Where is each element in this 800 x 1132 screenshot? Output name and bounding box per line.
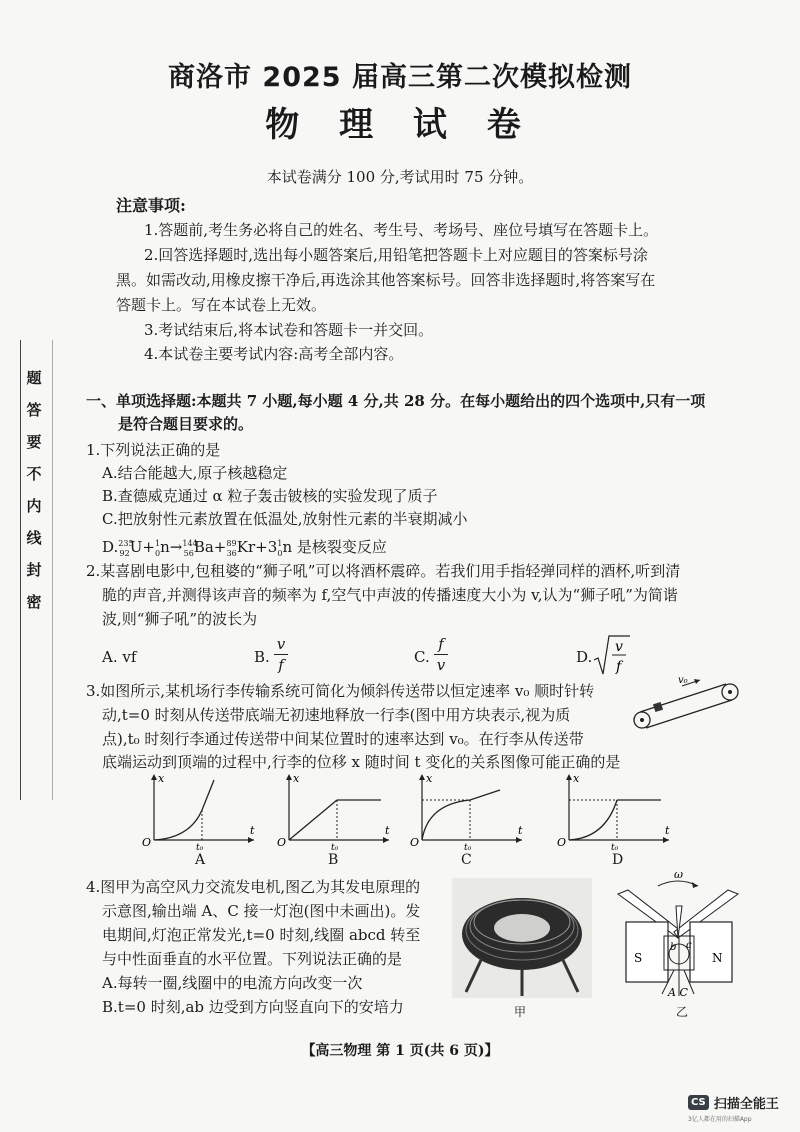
svg-text:t: t bbox=[665, 824, 670, 837]
graph-b-label: B bbox=[328, 852, 339, 868]
q2-c-num: f bbox=[434, 634, 448, 655]
svg-text:A C: A C bbox=[668, 986, 688, 999]
svg-text:O: O bbox=[142, 836, 152, 849]
note-2-line1: 2.回答选择题时,选出每小题答案后,用铅笔把答题卡上对应题目的答案标号涂 bbox=[144, 246, 648, 264]
svg-text:t: t bbox=[518, 824, 523, 837]
svg-text:t₀: t₀ bbox=[611, 843, 619, 850]
svg-text:x: x bbox=[158, 772, 165, 785]
q2-line1: 2.某喜剧电影中,包租婆的“狮子吼”可以将酒杯震碎。若我们用手指轻弹同样的酒杯,听到清 bbox=[86, 562, 681, 580]
exam-title: 商洛市 2025 届高三第二次模拟检测 bbox=[168, 62, 632, 93]
svg-text:ω: ω bbox=[674, 868, 683, 881]
q2-option-a: A. vf bbox=[102, 648, 137, 666]
side-notice bbox=[22, 362, 46, 618]
q2-c-label: C. bbox=[414, 648, 430, 666]
generator-schematic bbox=[598, 866, 758, 1016]
binding-line-inner bbox=[52, 340, 53, 800]
side-char: 线 bbox=[26, 529, 42, 547]
svg-text:N: N bbox=[712, 951, 723, 965]
graph-b bbox=[275, 770, 395, 850]
brand-tagline: 3亿人都在用的扫描App bbox=[688, 1116, 752, 1123]
q2-option-d bbox=[576, 632, 636, 678]
q1-option-d bbox=[102, 533, 387, 564]
q2-b-label: B. bbox=[254, 648, 270, 666]
svg-text:O: O bbox=[277, 836, 287, 849]
q2-line3: 波,则“狮子吼”的波长为 bbox=[102, 610, 258, 628]
q1-d-prefix: D. bbox=[102, 538, 119, 556]
svg-text:O: O bbox=[557, 836, 567, 849]
svg-text:t₀: t₀ bbox=[331, 843, 339, 850]
q2-c-den: v bbox=[436, 656, 446, 674]
q2-b-num: v bbox=[274, 634, 288, 655]
figure-yi-label: 乙 bbox=[676, 1005, 689, 1019]
graph-d bbox=[555, 770, 675, 850]
exam-subject: 物 理 试 卷 bbox=[265, 105, 535, 145]
q1-d-suffix: 是核裂变反应 bbox=[292, 538, 387, 556]
svg-text:v: v bbox=[615, 639, 623, 655]
q1-stem: 1.下列说法正确的是 bbox=[86, 441, 221, 459]
sqrt-sign-icon bbox=[592, 632, 632, 678]
svg-text:t: t bbox=[250, 824, 255, 837]
side-char: 不 bbox=[26, 465, 42, 483]
figure-jia-label: 甲 bbox=[514, 1005, 527, 1019]
q3-line4: 底端运动到顶端的过程中,行李的位移 x 随时间 t 变化的关系图像可能正确的是 bbox=[102, 753, 621, 771]
svg-text:c: c bbox=[686, 940, 692, 951]
q4-line4: 与中性面垂直的水平位置。下列说法正确的是 bbox=[102, 950, 403, 968]
q2-b-den: f bbox=[278, 656, 284, 674]
q4-option-b: B.t=0 时刻,ab 边受到方向竖直向下的安培力 bbox=[102, 998, 404, 1016]
side-char: 密 bbox=[26, 593, 42, 611]
graph-c-label: C bbox=[461, 852, 472, 868]
brand-name: 扫描全能王 bbox=[713, 1097, 779, 1112]
note-3: 3.考试结束后,将本试卷和答题卡一并交回。 bbox=[144, 321, 434, 339]
note-4: 4.本试卷主要考试内容:高考全部内容。 bbox=[144, 345, 404, 363]
q1-option-c: C.把放射性元素放置在低温处,放射性元素的半衰期减小 bbox=[102, 510, 468, 528]
side-char: 题 bbox=[26, 369, 42, 387]
generator-photo bbox=[452, 878, 592, 998]
svg-text:x: x bbox=[573, 772, 580, 785]
binding-line bbox=[20, 340, 21, 800]
side-char: 封 bbox=[26, 561, 42, 579]
svg-text:f: f bbox=[616, 659, 622, 675]
note-2-line2: 黑。如需改动,用橡皮擦干净后,再选涂其他答案标号。回答非选择题时,将答案写在 bbox=[116, 271, 656, 289]
scanner-watermark bbox=[688, 1092, 798, 1123]
q3-line1: 3.如图所示,某机场行李传输系统可简化为倾斜传送带以恒定速率 v₀ 顺时针转 bbox=[86, 682, 595, 700]
notes-heading: 注意事项: bbox=[116, 196, 186, 215]
note-2-line3: 答题卡上。写在本试卷上无效。 bbox=[116, 296, 327, 314]
section-1-header: 一、单项选择题:本题共 7 小题,每小题 4 分,共 28 分。在每小题给出的四个选项中,只有一项 bbox=[86, 392, 706, 410]
svg-text:x: x bbox=[293, 772, 300, 785]
exam-intro: 本试卷满分 100 分,考试用时 75 分钟。 bbox=[266, 168, 534, 186]
svg-text:t: t bbox=[385, 824, 390, 837]
q1-option-b: B.查德威克通过 α 粒子轰击铍核的实验发现了质子 bbox=[102, 487, 438, 505]
graph-a bbox=[140, 770, 260, 850]
q3-line3: 点),t₀ 时刻行李通过传送带中间某位置时的速率达到 v₀。在行李从传送带 bbox=[102, 730, 584, 748]
graph-c bbox=[408, 770, 528, 850]
q3-line2: 动,t=0 时刻从传送带底端无初速地释放一行李(图中用方块表示,视为质 bbox=[102, 706, 571, 724]
q4-line1: 4.图甲为高空风力交流发电机,图乙为其发电原理的 bbox=[86, 878, 421, 896]
conveyor-belt-figure bbox=[628, 672, 748, 742]
cs-logo-icon: CS bbox=[688, 1095, 709, 1110]
page-footer: 【高三物理 第 1 页(共 6 页)】 bbox=[301, 1043, 499, 1059]
q4-option-a: A.每转一圈,线圈中的电流方向改变一次 bbox=[102, 974, 363, 992]
side-char: 内 bbox=[26, 497, 42, 515]
q1-option-a: A.结合能越大,原子核越稳定 bbox=[102, 464, 288, 482]
svg-text:t₀: t₀ bbox=[196, 843, 204, 850]
svg-text:S: S bbox=[634, 951, 643, 965]
svg-text:O: O bbox=[410, 836, 420, 849]
svg-text:b: b bbox=[670, 942, 677, 953]
q4-line2: 示意图,输出端 A、C 接一灯泡(图中未画出)。发 bbox=[102, 902, 421, 920]
section-1-header-cont: 是符合题目要求的。 bbox=[118, 415, 254, 433]
note-1: 1.答题前,考生务必将自己的姓名、考生号、考场号、座位号填写在答题卡上。 bbox=[144, 221, 659, 239]
q4-line3: 电期间,灯泡正常发光,t=0 时刻,线圈 abcd 转至 bbox=[102, 926, 421, 944]
side-char: 答 bbox=[26, 401, 42, 419]
q1-d-equation: $^{235}_{92}U+^1_0n\to^{144}_{56}Ba+^{89}_{36}Kr+3^1_0n$ bbox=[118, 538, 293, 558]
belt-speed-label: v₀ bbox=[678, 675, 688, 686]
svg-text:t₀: t₀ bbox=[464, 843, 472, 850]
side-char: 要 bbox=[26, 433, 42, 451]
q2-d-label: D. bbox=[576, 648, 593, 666]
graph-d-label: D bbox=[612, 852, 624, 868]
graph-a-label: A bbox=[195, 852, 206, 868]
q2-line2: 脆的声音,并测得该声音的频率为 f,空气中声波的传播速度大小为 v,认为“狮子吼”为简谐 bbox=[102, 586, 678, 604]
svg-text:x: x bbox=[426, 772, 433, 785]
